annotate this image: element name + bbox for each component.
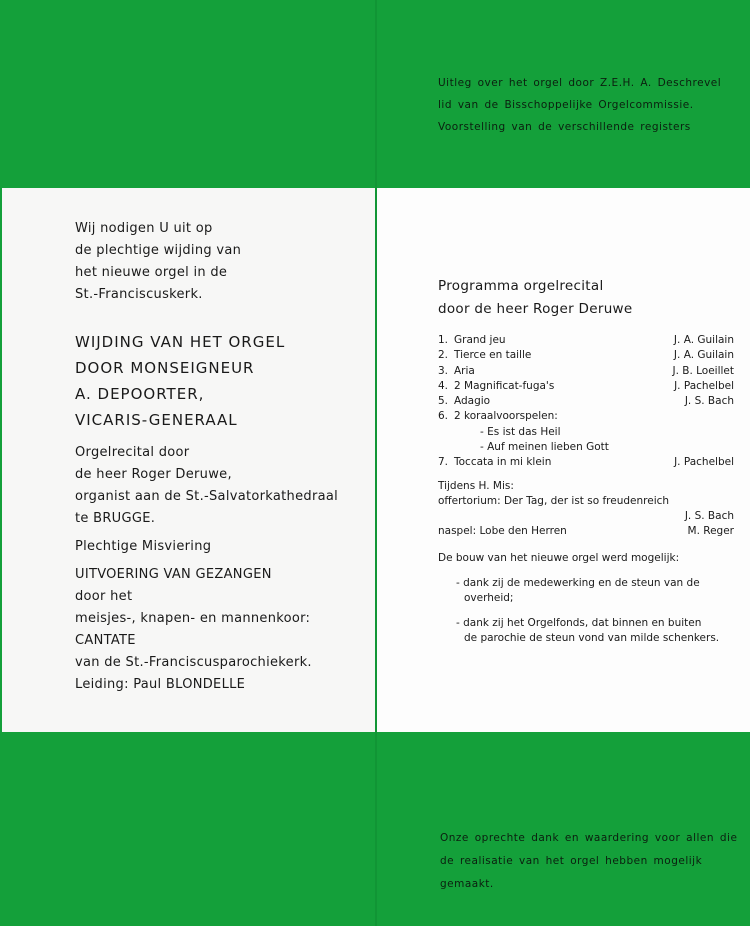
mass-program xyxy=(438,479,734,539)
program-item xyxy=(438,333,734,348)
composer-name: J. A. Guilain xyxy=(673,349,734,362)
item-number: 5. xyxy=(438,395,449,408)
singing-line: meisjes-, knapen- en mannenkoor: xyxy=(75,611,311,626)
bottom-panel-text xyxy=(440,827,750,896)
recital-info xyxy=(75,442,338,530)
program-item xyxy=(438,455,734,470)
program-heading-line: Programma orgelrecital xyxy=(438,278,604,294)
construction-bullet xyxy=(438,616,734,646)
composer-name: J. S. Bach xyxy=(684,509,734,522)
program-heading-line: door de heer Roger Deruwe xyxy=(438,301,633,317)
singing-info xyxy=(75,564,338,696)
composer-name: J. Pachelbel xyxy=(674,456,734,469)
singing-line: CANTATE xyxy=(75,633,136,648)
chorale-item: - Es ist das Heil xyxy=(480,425,561,438)
piece-title: Tierce en taille xyxy=(454,349,532,362)
invite-line: St.-Franciscuskerk. xyxy=(75,287,203,302)
item-number: 7. xyxy=(438,456,449,469)
title-line: DOOR MONSEIGNEUR xyxy=(75,359,255,377)
invitation-column xyxy=(75,218,338,696)
bullet-line: overheid; xyxy=(464,591,514,604)
singing-line: Leiding: Paul BLONDELLE xyxy=(75,677,246,692)
item-number: 6. xyxy=(438,410,449,423)
top-panel-text xyxy=(438,72,721,138)
program-item xyxy=(438,409,734,424)
singing-line: UITVOERING VAN GEZANGEN xyxy=(75,567,272,582)
composer-name: J. A. Guilain xyxy=(673,334,734,346)
program-heading xyxy=(438,275,734,321)
invite-line: Wij nodigen U uit op xyxy=(75,221,213,236)
item-number: 3. xyxy=(438,364,449,377)
bullet-line: de parochie de steun vond van milde schenkers. xyxy=(464,631,720,644)
construction-bullet xyxy=(438,576,734,606)
title-line: WIJDING VAN HET ORGEL xyxy=(75,333,286,351)
program-item xyxy=(438,348,734,363)
top-line: lid van de Bisschoppelijke Orgelcommissie. xyxy=(438,99,694,111)
item-number: 2. xyxy=(438,349,449,362)
recital-line: organist aan de St.-Salvatorkathedraal xyxy=(75,489,339,504)
recital-line: te BRUGGE. xyxy=(75,511,156,526)
item-number: 1. xyxy=(438,334,449,346)
consecration-title xyxy=(75,329,338,433)
invitation-text xyxy=(75,218,338,306)
program-item xyxy=(438,364,734,379)
mass-heading: Plechtige Misviering xyxy=(75,539,212,554)
bottom-line: de realisatie van het orgel hebben mogelijk gemaakt. xyxy=(440,855,703,890)
composer-name: J. S. Bach xyxy=(684,395,734,408)
piece-title: 2 Magnificat-fuga's xyxy=(454,379,555,392)
piece-title: Adagio xyxy=(454,395,491,408)
program-item xyxy=(438,394,734,409)
top-line: Uitleg over het orgel door Z.E.H. A. Deschrevel xyxy=(438,77,722,89)
program-list xyxy=(438,333,734,471)
naspel-row xyxy=(438,524,734,539)
piece-title: Aria xyxy=(454,364,475,377)
title-line: VICARIS-GENERAAL xyxy=(75,411,238,429)
offertorium: offertorium: Der Tag, der ist so freudenreich xyxy=(438,494,670,507)
piece-title: Toccata in mi klein xyxy=(454,456,552,469)
recital-line: Orgelrecital door xyxy=(75,445,190,460)
composer-name: M. Reger xyxy=(687,524,734,537)
recital-line: de heer Roger Deruwe, xyxy=(75,467,232,482)
invite-line: de plechtige wijding van xyxy=(75,243,242,258)
construction-section xyxy=(438,551,734,646)
construction-intro: De bouw van het nieuwe orgel werd mogelijk: xyxy=(438,551,680,564)
invite-line: het nieuwe orgel in de xyxy=(75,265,228,280)
bottom-line: Onze oprechte dank en waardering voor allen die xyxy=(440,832,738,844)
mass-program-heading: Tijdens H. Mis: xyxy=(438,479,514,492)
program-item xyxy=(438,379,734,394)
singing-line: van de St.-Franciscusparochiekerk. xyxy=(75,655,312,670)
program-column xyxy=(438,275,734,646)
top-line: Voorstelling van de verschillende registers xyxy=(438,121,691,133)
item-number: 4. xyxy=(438,379,449,392)
composer-name: J. Pachelbel xyxy=(674,379,734,392)
chorale-item: - Auf meinen lieben Gott xyxy=(480,441,609,454)
piece-title: Grand jeu xyxy=(454,334,506,346)
piece-title: 2 koraalvoorspelen: xyxy=(454,410,558,423)
title-line: A. DEPOORTER, xyxy=(75,385,205,403)
singing-line: door het xyxy=(75,589,133,604)
bullet-line: - dank zij de medewerking en de steun van de xyxy=(456,576,700,589)
naspel: naspel: Lobe den Herren xyxy=(438,524,567,537)
offertorium-composer-row xyxy=(438,509,734,524)
bullet-line: - dank zij het Orgelfonds, dat binnen en buiten xyxy=(456,616,702,629)
composer-name: J. B. Loeillet xyxy=(672,364,734,377)
